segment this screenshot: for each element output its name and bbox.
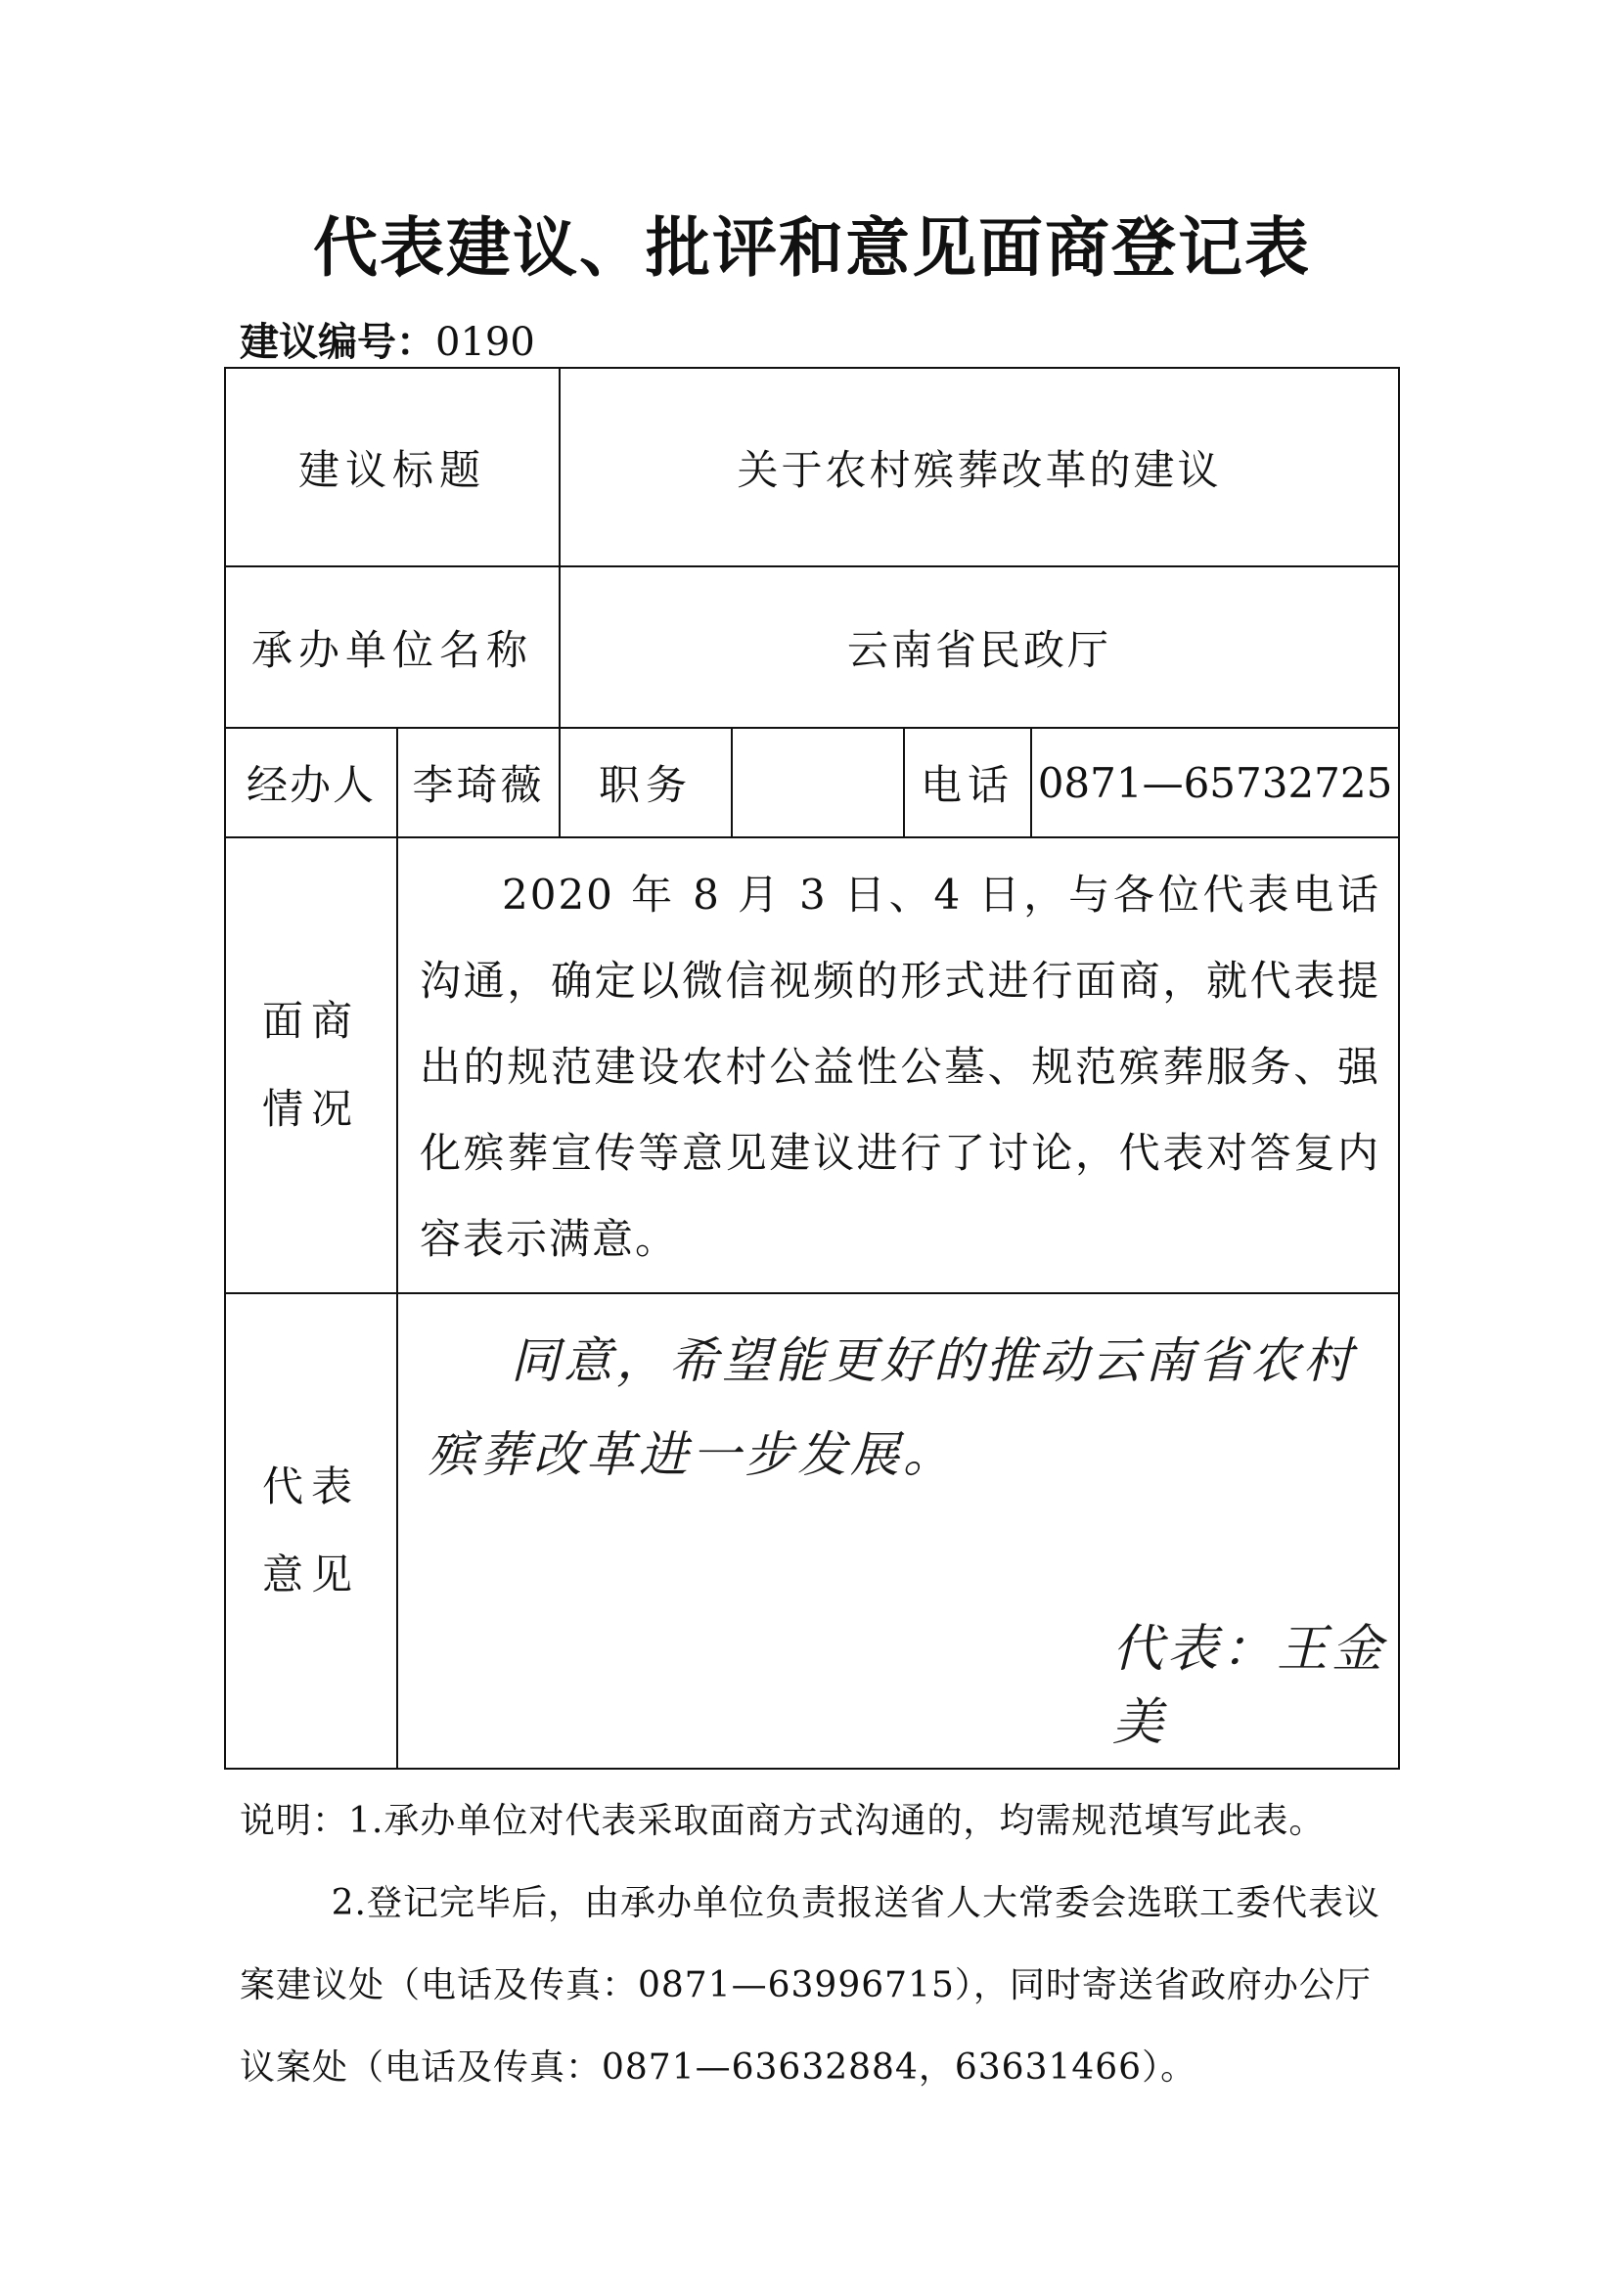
handler-value: 李琦薇 <box>397 728 560 837</box>
row-meeting-situation <box>225 837 1399 1293</box>
representative-opinion-label-line2: 意见 <box>261 1551 360 1598</box>
handwritten-opinion: 同意，希望能更好的推动云南省农村殡葬改革进一步发展。 <box>428 1332 1356 1483</box>
suggestion-number-label: 建议编号： <box>240 319 435 365</box>
handling-unit-value: 云南省民政厅 <box>560 566 1399 728</box>
handling-unit-label: 承办单位名称 <box>225 566 560 728</box>
position-value <box>732 728 904 837</box>
notes-section <box>240 1780 1394 2109</box>
meeting-situation-label-line2: 情况 <box>261 1085 360 1133</box>
handler-label: 经办人 <box>225 728 397 837</box>
suggestion-number-value: 0190 <box>435 320 535 365</box>
representative-opinion-label <box>225 1293 397 1769</box>
registration-table <box>224 367 1400 1770</box>
meeting-situation-text: 2020 年 8 月 3 日、4 日，与各位代表电话沟通，确定以微信视频的形式进行面商，就代表提出的规范建设农村公益性公墓、规范殡葬服务、强化殡葬宣传等意见建议进行了讨论，代表对答复内容表示满意。 <box>397 837 1399 1293</box>
row-handling-unit <box>225 566 1399 728</box>
representative-opinion-label-line1: 代表 <box>261 1462 360 1510</box>
row-contact <box>225 728 1399 837</box>
note-1: 说明：1.承办单位对代表采取面商方式沟通的，均需规范填写此表。 <box>240 1801 1326 1841</box>
suggestion-title-label: 建议标题 <box>225 368 560 566</box>
row-suggestion-title <box>225 368 1399 566</box>
position-label: 职务 <box>560 728 732 837</box>
suggestion-number <box>240 311 535 367</box>
document-title: 代表建议、批评和意见面商登记表 <box>313 210 1311 286</box>
meeting-situation-label <box>225 837 397 1293</box>
representative-opinion-cell <box>397 1293 1399 1769</box>
note-2: 2.登记完毕后，由承办单位负责报送省人大常委会选联工委代表议案建议处（电话及传真：0871—63996715），同时寄送省政府办公厅议案处（电话及传真：0871—63632884，63631466）。 <box>240 1883 1380 2088</box>
handwritten-signature: 代表：王金美 <box>1112 1620 1387 1752</box>
suggestion-title-value: 关于农村殡葬改革的建议 <box>560 368 1399 566</box>
row-representative-opinion <box>225 1293 1399 1769</box>
phone-label: 电话 <box>904 728 1031 837</box>
meeting-situation-label-line1: 面商 <box>261 997 360 1045</box>
phone-value: 0871—65732725 <box>1031 728 1399 837</box>
